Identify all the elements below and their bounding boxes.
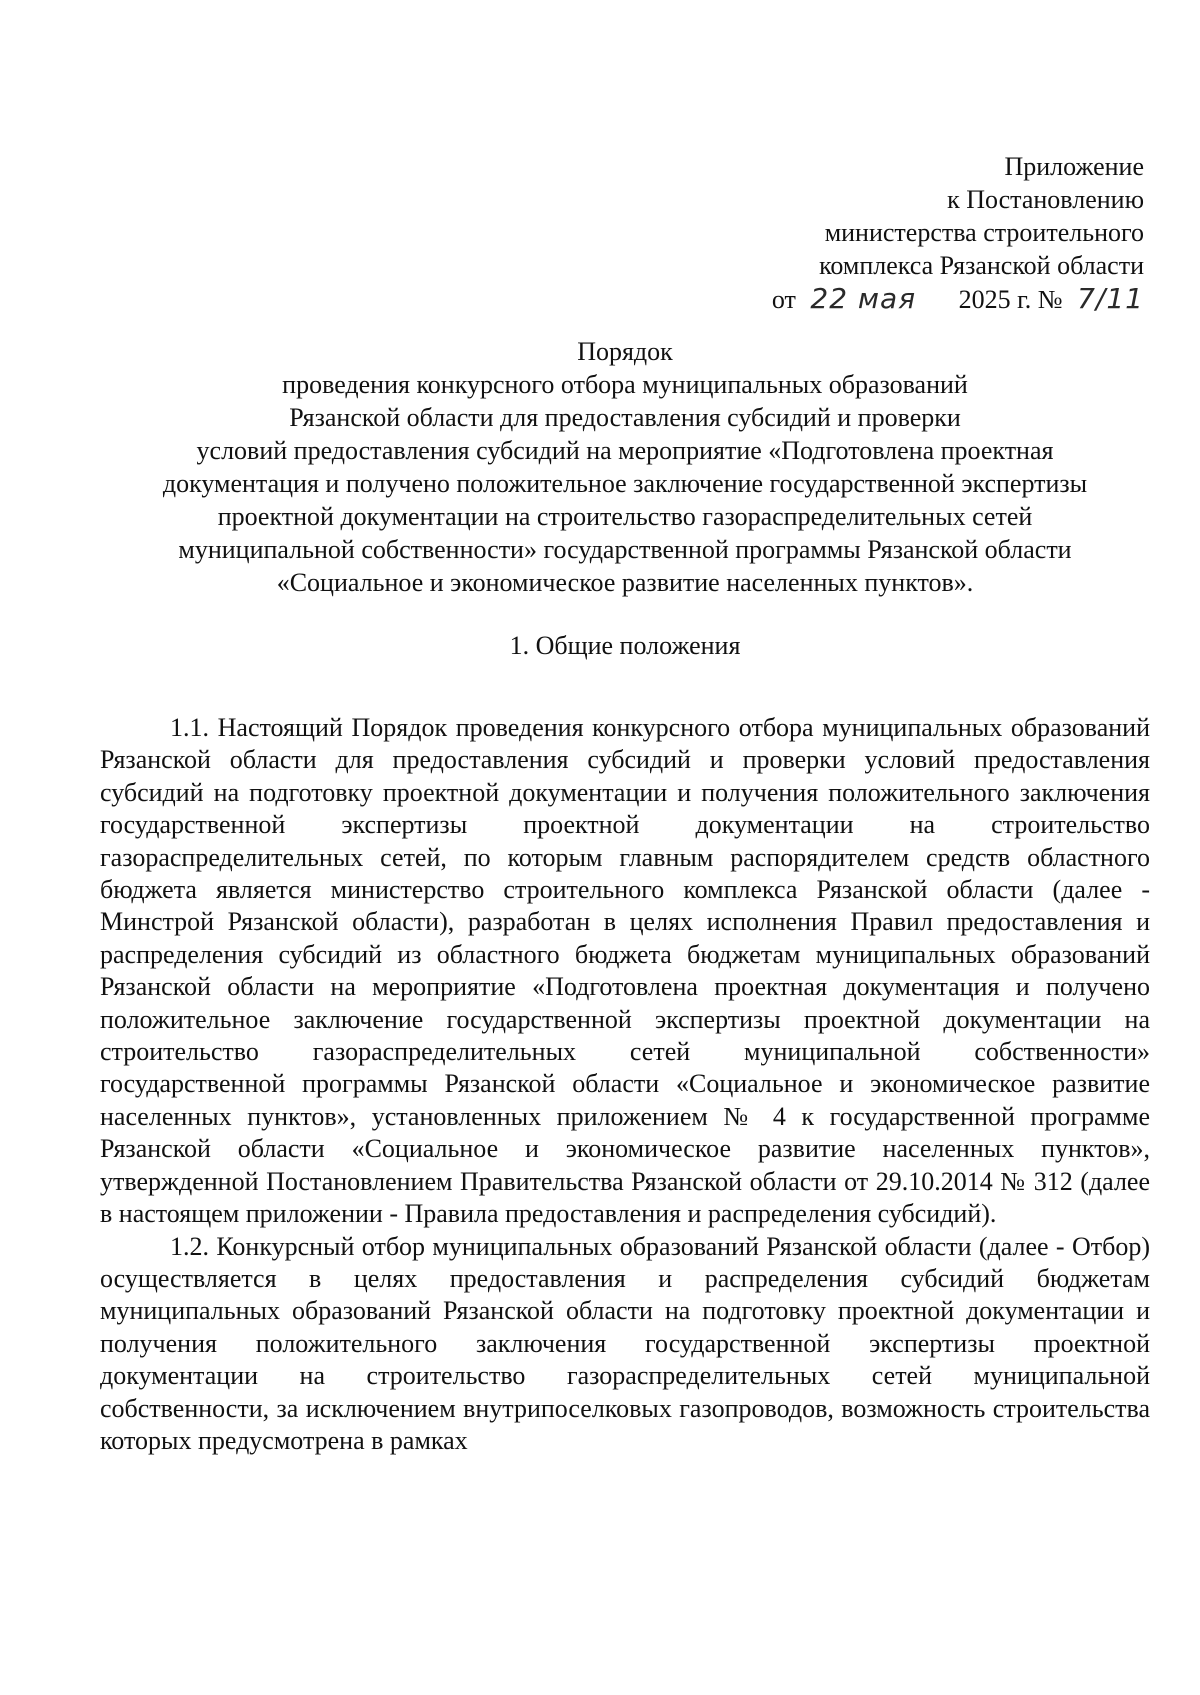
paragraph-1-2: 1.2. Конкурсный отбор муниципальных образований Рязанской области (далее - Отбор) осуществляется в целях предоставления и распределения субсидий бюджетам муниципальных образований Рязанской области на подготовку проектной документации и получения положительного заключения государственной экспертизы проектной документации на строительство газораспределительных сетей муниципальной собственности, за исключением внутрипоселковых газопроводов, возможность строительства которых предусмотрена в рамках	[100, 1231, 1150, 1455]
title-line: «Социальное и экономическое развитие населенных пунктов».	[276, 568, 974, 597]
title-line: условий предоставления субсидий на мероприятие «Подготовлена проектная	[196, 436, 1054, 465]
appendix-to-resolution: к Постановлению	[947, 185, 1144, 214]
appendix-block	[772, 150, 1144, 316]
appendix-label: Приложение	[1004, 152, 1144, 181]
title-line: проектной документации на строительство газораспределительных сетей	[217, 502, 1033, 531]
document-body	[100, 712, 1150, 1457]
title-line: Рязанской области для предоставления субсидий и проверки	[289, 403, 961, 432]
section-heading: 1. Общие положения	[509, 631, 741, 660]
document-title	[100, 335, 1150, 599]
appendix-region: комплекса Рязанской области	[819, 251, 1144, 280]
appendix-date-line	[772, 282, 1144, 316]
date-from-label: от	[771, 285, 796, 314]
appendix-ministry: министерства строительного	[824, 218, 1144, 247]
handwritten-date: 22 мая	[810, 282, 917, 315]
title-line: документация и получено положительное заключение государственной экспертизы	[162, 469, 1088, 498]
title-line: муниципальной собственности» государственной программы Рязанской области	[178, 535, 1072, 564]
handwritten-number: 7/11	[1077, 282, 1144, 315]
title-line: проведения конкурсного отбора муниципальных образований	[282, 370, 968, 399]
title-heading: Порядок	[577, 337, 673, 366]
date-year-number-label: 2025 г. №	[958, 285, 1063, 314]
paragraph-1-1: 1.1. Настоящий Порядок проведения конкурсного отбора муниципальных образований Рязанской области для предоставления субсидий и проверки условий предоставления субсидий на подготовку проектной документации и получения положительного заключения государственной экспертизы проектной документации на строительство газораспределительных сетей, по которым главным распорядителем средств областного бюджета является министерство строительного комплекса Рязанской области (далее - Минстрой Рязанской области), разработан в целях исполнения Правил предоставления и распределения субсидий из областного бюджета бюджетам муниципальных образований Рязанской области на мероприятие «Подготовлена проектная документация и получено положительное заключение государственной экспертизы проектной документации на строительство газораспределительных сетей муниципальной собственности» государственной программы Рязанской области «Социальное и экономическое развитие населенных пунктов», установленных приложением № 4 к государственной программе Рязанской области «Социальное и экономическое развитие населенных пунктов», утвержденной Постановлением Правительства Рязанской области от 29.10.2014 № 312 (далее в настоящем приложении - Правила предоставления и распределения субсидий).	[100, 713, 1150, 1229]
